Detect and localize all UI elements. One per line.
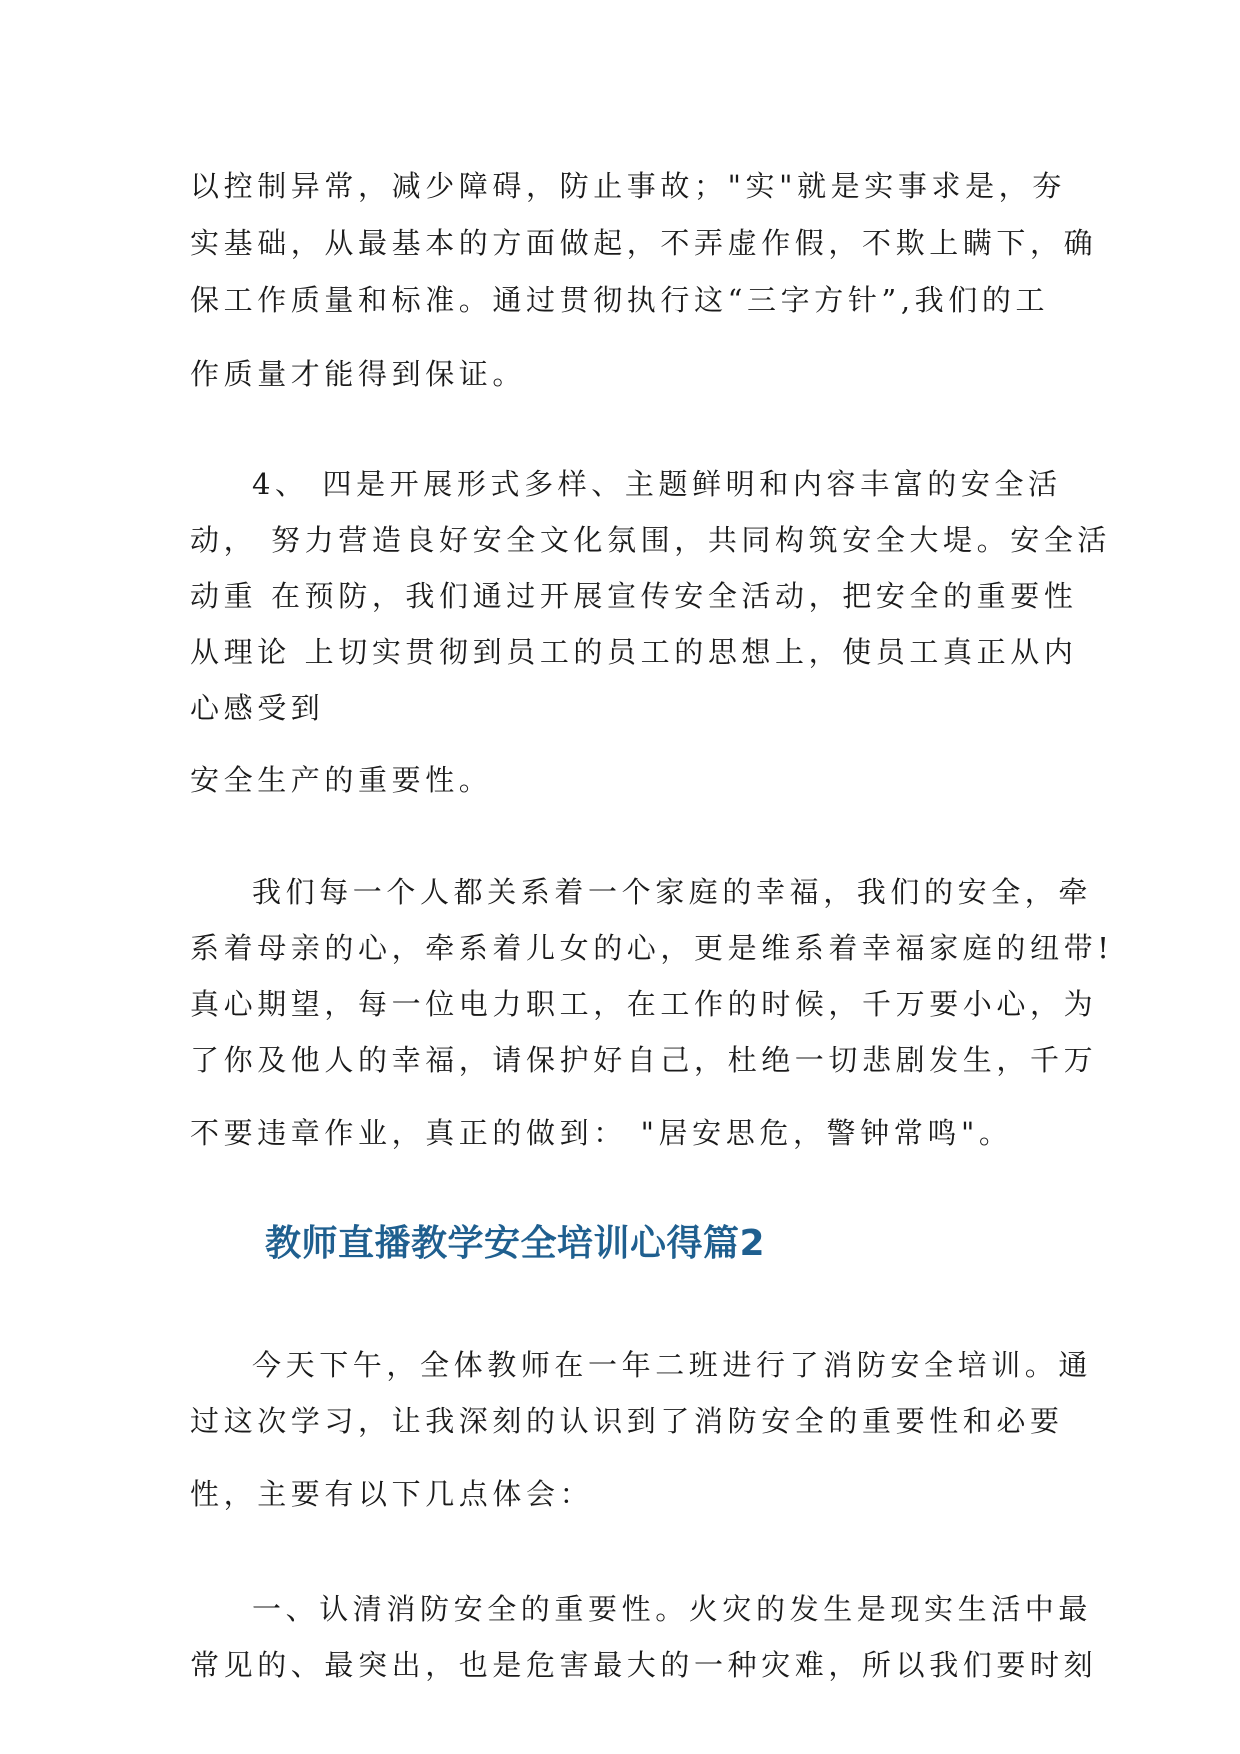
paragraph-2-line-5: 心感受到 bbox=[190, 691, 325, 725]
paragraph-5-line-2: 常见的、最突出，也是危害最大的一种灾难，所以我们要时刻 bbox=[190, 1648, 1098, 1682]
paragraph-1-line-3: 保工作质量和标准。通过贯彻执行这“三字方针”,我们的工 bbox=[190, 283, 1050, 317]
paragraph-4-line-1: 今天下午，全体教师在一年二班进行了消防安全培训。通 bbox=[252, 1348, 1093, 1382]
section-heading: 教师直播教学安全培训心得篇2 bbox=[265, 1223, 766, 1264]
paragraph-1-line-1: 以控制异常，减少障碍，防止事故；"实"就是实事求是，夯 bbox=[190, 169, 1066, 203]
paragraph-5-line-1: 一、认清消防安全的重要性。火灾的发生是现实生活中最 bbox=[252, 1592, 1093, 1626]
paragraph-1-line-2: 实基础，从最基本的方面做起，不弄虚作假，不欺上瞒下，确 bbox=[190, 226, 1098, 260]
paragraph-3-line-5: 不要违章作业，真正的做到： "居安思危，警钟常鸣"。 bbox=[190, 1116, 1013, 1150]
paragraph-3-line-2: 系着母亲的心，牵系着儿女的心，更是维系着幸福家庭的纽带! bbox=[190, 931, 1114, 965]
paragraph-2-line-4: 从理论 上切实贯彻到员工的员工的思想上，使员工真正从内 bbox=[190, 635, 1078, 669]
paragraph-4-line-3: 性，主要有以下几点体会： bbox=[190, 1477, 594, 1511]
paragraph-2-line-3: 动重 在预防，我们通过开展宣传安全活动，把安全的重要性 bbox=[190, 579, 1078, 613]
paragraph-3-line-3: 真心期望，每一位电力职工，在工作的时候，千万要小心，为 bbox=[190, 987, 1098, 1021]
paragraph-4-line-2: 过这次学习，让我深刻的认识到了消防安全的重要性和必要 bbox=[190, 1404, 1064, 1438]
paragraph-2-line-6: 安全生产的重要性。 bbox=[190, 763, 493, 797]
paragraph-3-line-4: 了你及他人的幸福，请保护好自己，杜绝一切悲剧发生，千万 bbox=[190, 1043, 1098, 1077]
paragraph-2-line-1: 4、 四是开展形式多样、主题鲜明和内容丰富的安全活 bbox=[252, 467, 1062, 501]
paragraph-1-line-4: 作质量才能得到保证。 bbox=[190, 357, 527, 391]
paragraph-2-line-2: 动， 努力营造良好安全文化氛围，共同构筑安全大堤。安全活 bbox=[190, 523, 1112, 557]
paragraph-3-line-1: 我们每一个人都关系着一个家庭的幸福，我们的安全，牵 bbox=[252, 875, 1093, 909]
